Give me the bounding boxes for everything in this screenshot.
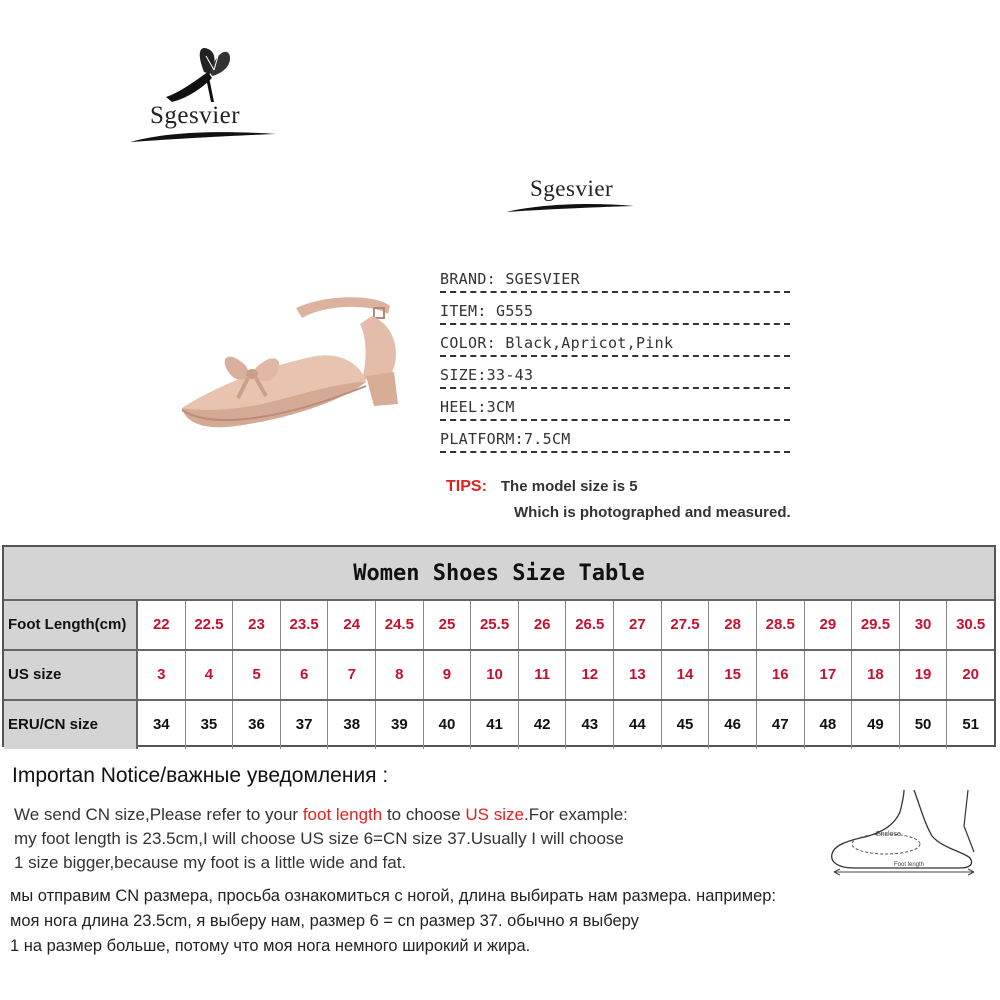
table-cell: 5 [233,651,281,699]
notice-line: 1 size bigger,because my foot is a little wide and fat. [14,853,407,872]
table-cell: 13 [614,651,662,699]
table-cell: 30.5 [956,616,986,633]
spec-size: SIZE:33-43 [440,366,800,398]
table-cell: 23.5 [281,601,329,649]
tips [446,478,866,521]
table-cell: 9 [424,651,472,699]
table-row-eu-cn-size [4,701,994,749]
table-cell: 4 [186,651,234,699]
table-cell: 26 [519,601,567,649]
table-cell: 6 [281,651,329,699]
size-table-title: Women Shoes Size Table [4,547,994,601]
table-cell: 46 [709,701,757,749]
brand-logo [126,42,286,152]
table-cell: 11 [519,651,567,699]
table-cell: 45 [662,701,710,749]
table-cell: 22 [138,601,186,649]
table-cell: 28.5 [757,601,805,649]
table-cell: 16 [757,651,805,699]
dashed-divider [440,451,790,453]
table-cell: 7 [328,651,376,699]
highlight-foot-length: foot length [302,805,383,824]
table-cell: 24 [328,601,376,649]
table-cell: 48 [805,701,853,749]
table-cell: 25.5 [471,601,519,649]
notice-title: Importan Notice/важные уведомления : [12,764,389,787]
leg-outline-icon [964,790,974,852]
dashed-divider [440,323,790,325]
product-shoe-image [176,286,416,436]
notice-line: моя нога длина 23.5cm, я выберу нам, размер 6 = cn размер 37. обычно я выберу [10,912,639,930]
table-cell: 14 [662,651,710,699]
table-cell: 22.5 [186,601,234,649]
table-cell: 29 [805,601,853,649]
table-cell: 37 [281,701,329,749]
table-cell: 49 [852,701,900,749]
dashed-divider [440,355,790,357]
table-cell: 27.5 [662,601,710,649]
spec-platform: PLATFORM:7.5CM [440,430,800,462]
table-cell: 51 [962,716,979,733]
table-cell: 29.5 [852,601,900,649]
row-cells [138,651,994,699]
table-cell: 20 [962,666,979,683]
foot-length-label: Foot length [894,862,925,868]
brand-logo-small-text: Sgesvier [530,176,614,201]
row-header: ERU/CN size [4,701,138,749]
brand-logo-small [500,170,640,220]
table-cell: 23 [233,601,281,649]
notice-english [14,803,774,875]
notice-russian [10,884,940,959]
table-cell: 36 [233,701,281,749]
table-cell: 28 [709,601,757,649]
row-header: US size [4,651,138,699]
table-cell: 15 [709,651,757,699]
spec-heel: HEEL:3CM [440,398,800,430]
row-cells [138,601,994,649]
table-cell: 8 [376,651,424,699]
table-cell: 42 [519,701,567,749]
tip-line: The model size is 5 [500,478,638,495]
table-cell: 3 [138,651,186,699]
dashed-divider [440,291,790,293]
table-cell: 35 [186,701,234,749]
notice-line: my foot length is 23.5cm,I will choose US size 6=CN size 37.Usually I will choose [14,829,624,848]
butterfly-shoe-icon [126,42,286,152]
table-cell: 50 [900,701,948,749]
table-cell: 40 [424,701,472,749]
brand-logo-text: Sgesvier [150,102,241,129]
highlight-us-size: US size [465,805,524,824]
table-cell: 47 [757,701,805,749]
table-cell: 27 [614,601,662,649]
table-cell: 41 [471,701,519,749]
notice-line: We send CN size,Please refer to your foot length to choose US size.For example: [14,805,628,824]
spec-brand: BRAND: SGESVIER [440,270,800,302]
table-cell: 25 [424,601,472,649]
dashed-divider [440,387,790,389]
table-cell: 10 [471,651,519,699]
table-cell: 17 [805,651,853,699]
spec-item: ITEM: G555 [440,302,800,334]
table-cell: 26.5 [566,601,614,649]
size-table [2,545,996,747]
table-cell: 44 [614,701,662,749]
dashed-divider [440,419,790,421]
table-row-us-size [4,651,994,701]
spec-color: COLOR: Black,Apricot,Pink [440,334,800,366]
table-cell: 34 [138,701,186,749]
table-cell: 24.5 [376,601,424,649]
table-cell: 39 [376,701,424,749]
table-cell: 18 [852,651,900,699]
foot-measure-diagram [824,786,984,876]
foot-outline-icon [832,790,972,868]
row-header: Foot Length(cm) [4,601,138,649]
tips-label: TIPS: [446,478,487,495]
table-cell: 43 [566,701,614,749]
table-cell: 19 [900,651,948,699]
table-cell: 12 [566,651,614,699]
table-cell: 30 [900,601,948,649]
product-specs [440,270,800,462]
row-cells [138,701,994,749]
table-row-foot-length [4,601,994,651]
notice-line: 1 на размер больше, потому что моя нога немного широкий и жира. [10,937,531,955]
notice-line: мы отправим CN размера, просьба ознакомиться с ногой, длина выбирать нам размера. например: [10,887,777,905]
table-cell: 38 [328,701,376,749]
enclose-label: Enclose [876,831,901,838]
tip-line: Which is photographed and measured. [514,504,791,521]
